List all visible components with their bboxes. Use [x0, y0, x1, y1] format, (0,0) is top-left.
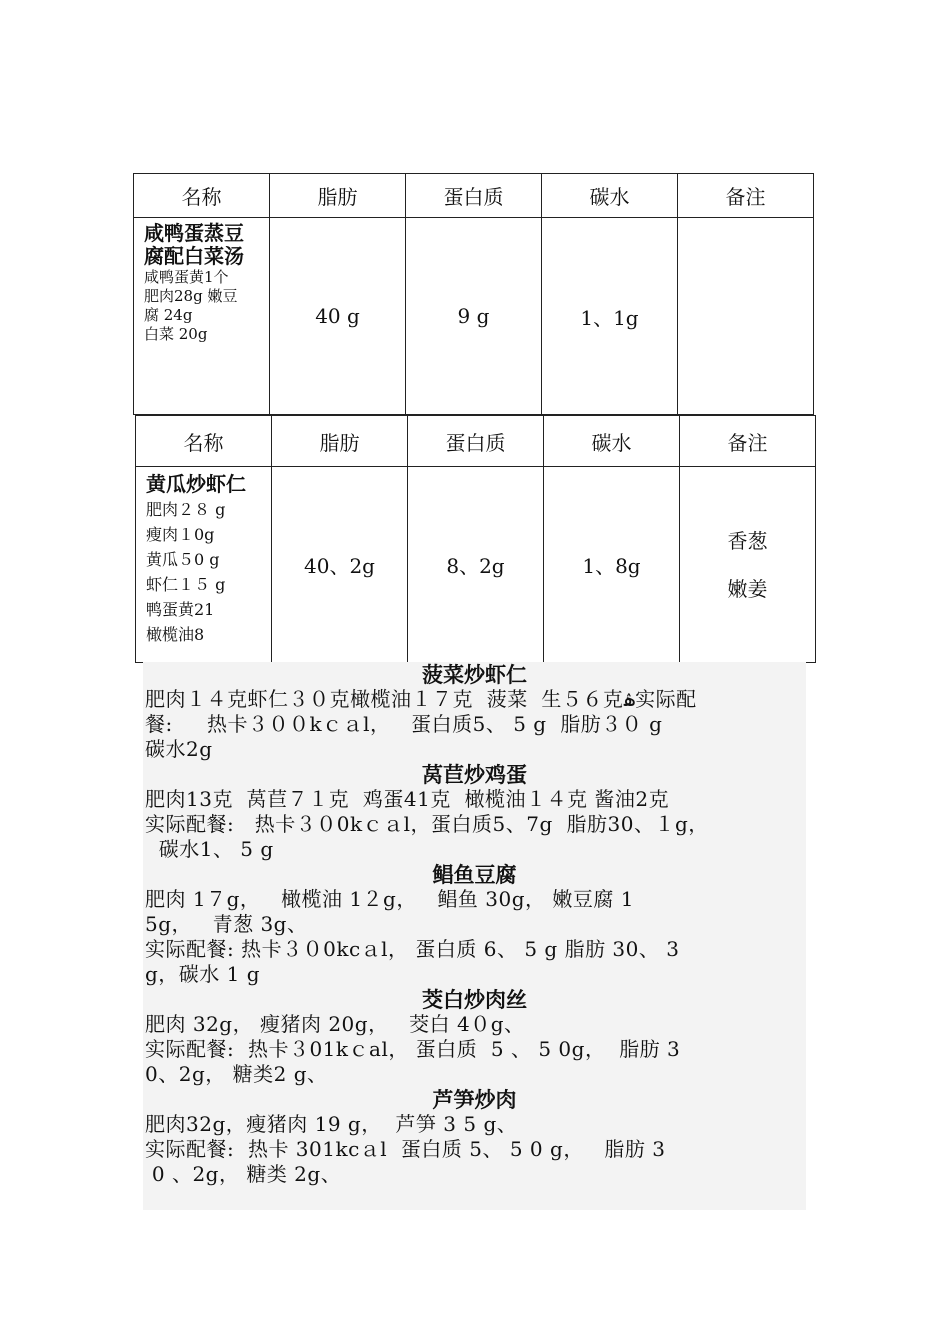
dish-cell [136, 467, 272, 663]
recipe-line: 肥肉１４克虾仁３０克橄榄油１７克 菠菜 生５６克ۿ实际配 [145, 687, 697, 711]
recipe-line: 肥肉13克 莴苣７１克 鸡蛋41克 橄榄油１４克 酱油2克 [145, 787, 670, 811]
header-carbs: 碳水 [544, 416, 680, 467]
table-header-row [134, 174, 814, 218]
recipe-title: 菠菜炒虾仁 [422, 662, 527, 687]
table-row [136, 467, 816, 663]
recipe-block [143, 987, 806, 1087]
recipe-line: 实际配餐: 热卡３01kｃal， 蛋白质 5 、 5 0g， 脂肪 3 [145, 1037, 681, 1061]
header-protein: 蛋白质 [408, 416, 544, 467]
ingredient: 咸鸭蛋黄1个 [144, 268, 229, 286]
header-note: 备注 [680, 416, 816, 467]
recipe-title: 莴苣炒鸡蛋 [422, 762, 527, 787]
recipe-line: 肥肉 32g， 瘦猪肉 20g， 茭白 4０g、 [145, 1012, 525, 1036]
recipe-line: 5g， 青葱 3g、 [145, 912, 308, 936]
recipe-line: 实际配餐: 热卡３０0kcａl， 蛋白质 6、 5 g 脂肪 30、 3 [145, 937, 680, 961]
ingredient: 虾仁１５ g [146, 575, 226, 594]
recipe-block [143, 762, 806, 862]
ingredient: 橄榄油8 [146, 625, 205, 644]
header-fat: 脂肪 [270, 174, 406, 218]
recipe-notes [143, 662, 806, 1210]
ingredient: 腐 24g [144, 306, 193, 324]
ingredient: 瘦肉１0g [146, 525, 215, 544]
protein-value: 9 g [406, 218, 542, 415]
protein-value: 8、2g [408, 467, 544, 663]
carbs-value: 1、1g [542, 218, 678, 415]
note-cell [680, 467, 816, 663]
ingredient: 肥肉28g 嫩豆 [144, 287, 238, 305]
header-fat: 脂肪 [272, 416, 408, 467]
recipe-title: 鲳鱼豆腐 [432, 862, 517, 887]
fat-value: 40 g [270, 218, 406, 415]
dish-name: 腐配白菜汤 [144, 244, 244, 268]
recipe-line: g，碳水 1 g [145, 962, 261, 986]
recipe-line: 碳水1、 5 g [145, 837, 274, 861]
recipe-line: 实际配餐: 热卡３０0kｃａl，蛋白质5、7g 脂肪30、１g， [145, 812, 709, 836]
carbs-value: 1、8g [544, 467, 680, 663]
note-value [678, 218, 814, 415]
header-name: 名称 [136, 416, 272, 467]
recipe-title: 茭白炒肉丝 [422, 987, 527, 1012]
recipe-block [143, 862, 806, 987]
dish-cell [134, 218, 270, 415]
header-note: 备注 [678, 174, 814, 218]
fat-value: 40、2g [272, 467, 408, 663]
ingredient: 黄瓜５0 g [146, 550, 220, 569]
dish-name: 咸鸭蛋蒸豆 [144, 221, 244, 245]
recipe-block [143, 662, 806, 762]
recipe-line: 0、2g， 糖类2 g、 [145, 1062, 328, 1086]
dish-name: 黄瓜炒虾仁 [146, 472, 246, 496]
table-row [134, 218, 814, 415]
recipe-line: 实际配餐: 热卡 301kcａl 蛋白质 5、 5 0 g， 脂肪 3 [145, 1137, 666, 1161]
recipe-line: 0 、2g， 糖类 2g、 [145, 1162, 342, 1186]
recipe-line: 碳水2g [145, 737, 213, 761]
note-value: 嫩姜 [727, 576, 768, 601]
header-carbs: 碳水 [542, 174, 678, 218]
nutrition-table-2 [135, 415, 816, 663]
ingredient: 鸭蛋黄21 [146, 600, 215, 619]
recipe-block [143, 1087, 806, 1187]
recipe-line: 餐: 热卡３００kｃａl， 蛋白质5、 5 g 脂肪３０ g [145, 712, 663, 736]
recipe-line: 肥肉32g，瘦猪肉 19 g， 芦笋 3 5 g、 [145, 1112, 518, 1136]
recipe-line: 肥肉 1７g， 橄榄油 1２g， 鲳鱼 30g， 嫩豆腐 1 [145, 887, 634, 911]
ingredient: 肥肉２８ g [146, 500, 226, 519]
nutrition-table-1 [133, 173, 814, 415]
note-value: 香葱 [727, 528, 768, 553]
header-name: 名称 [134, 174, 270, 218]
header-protein: 蛋白质 [406, 174, 542, 218]
ingredient: 白菜 20g [144, 325, 208, 343]
table-header-row [136, 416, 816, 467]
recipe-title: 芦笋炒肉 [432, 1087, 517, 1112]
